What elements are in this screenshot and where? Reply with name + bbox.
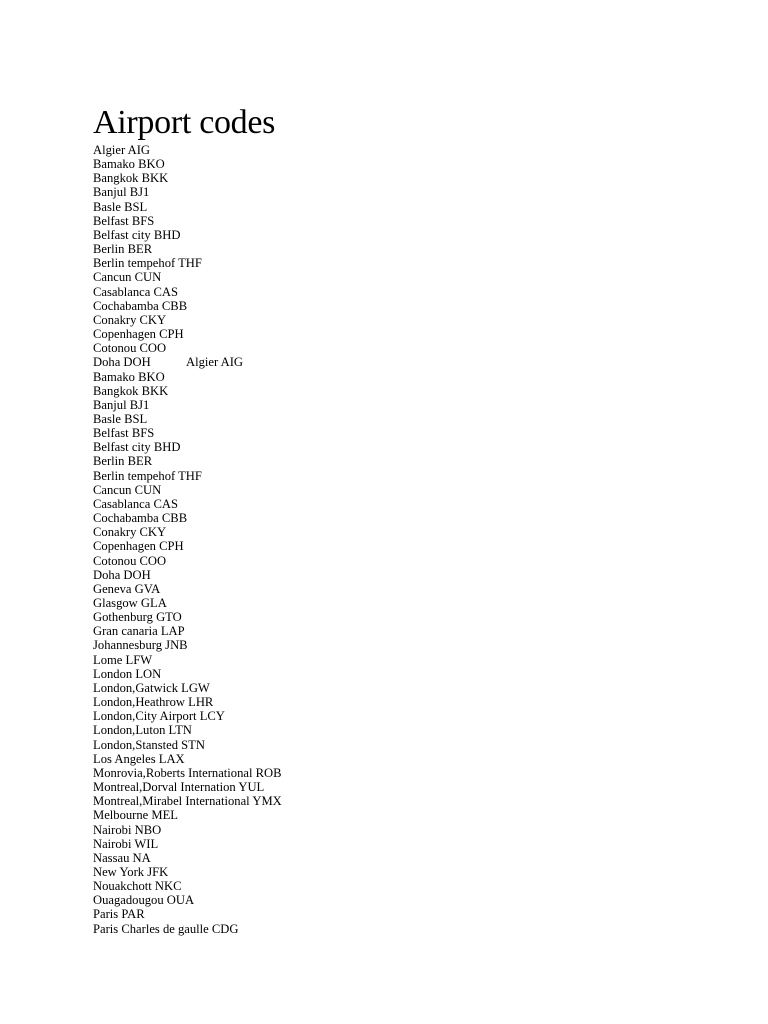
page-title: Airport codes — [93, 104, 276, 141]
list-item: Copenhagen CPH — [93, 539, 184, 554]
list-item: Copenhagen CPH — [93, 327, 184, 342]
list-item: Los Angeles LAX — [93, 751, 185, 766]
list-item: Berlin BER — [93, 242, 153, 257]
list-item: London,Luton LTN — [93, 723, 192, 738]
list-item: Cochabamba CBB — [93, 511, 188, 526]
list-item: Nouakchott NKC — [93, 879, 182, 894]
list-item: Casablanca CAS — [93, 284, 178, 299]
list-item: Lome LFW — [93, 652, 153, 667]
list-item: London LON — [93, 666, 162, 681]
list-item: Banjul BJ1 — [93, 185, 150, 200]
list-item: Paris PAR — [93, 907, 145, 922]
list-item: London,City Airport LCY — [93, 709, 225, 724]
list-item: Belfast city BHD — [93, 440, 181, 455]
list-item: Banjul BJ1 — [93, 397, 150, 412]
list-item: London,Heathrow LHR — [93, 695, 214, 710]
list-item: Montreal,Mirabel International YMX — [93, 794, 282, 809]
list-item: Cancun CUN — [93, 482, 162, 497]
list-item: Basle BSL — [93, 411, 148, 426]
list-item: Belfast city BHD — [93, 227, 181, 242]
list-item: Nairobi WIL — [93, 836, 159, 851]
list-item: Basle BSL — [93, 199, 148, 214]
first-column-entries — [93, 143, 733, 355]
list-item: Bamako BKO — [93, 157, 165, 172]
list-item: Bangkok BKK — [93, 171, 169, 186]
list-item: New York JFK — [93, 864, 169, 879]
list-item: Cochabamba CBB — [93, 298, 188, 313]
airport-code-list — [93, 143, 733, 936]
list-item: Melbourne MEL — [93, 808, 178, 823]
list-item: Monrovia,Roberts International ROB — [93, 765, 282, 780]
list-item: Berlin BER — [93, 454, 153, 469]
list-item: Bangkok BKK — [93, 383, 169, 398]
list-item: Berlin tempehof THF — [93, 256, 202, 271]
joined-line — [93, 355, 733, 369]
list-item: Ouagadougou OUA — [93, 893, 195, 908]
list-item: Belfast BFS — [93, 213, 155, 228]
list-item: Casablanca CAS — [93, 496, 178, 511]
list-item: Algier AIG — [93, 143, 151, 157]
second-list-entries — [93, 370, 733, 936]
list-item: Gothenburg GTO — [93, 610, 182, 625]
list-item: Cotonou COO — [93, 341, 167, 356]
list-item: Geneva GVA — [93, 581, 161, 596]
list-item: Bamako BKO — [93, 369, 165, 384]
list-item: London,Gatwick LGW — [93, 680, 210, 695]
list-item: Cancun CUN — [93, 270, 162, 285]
list-item: Gran canaria LAP — [93, 624, 185, 639]
list-item: Conakry CKY — [93, 312, 167, 327]
list-item: Conakry CKY — [93, 525, 167, 540]
list-item: Nairobi NBO — [93, 822, 162, 837]
list-item: Cotonou COO — [93, 553, 167, 568]
list-item: Doha DOH — [93, 567, 151, 582]
list-item: London,Stansted STN — [93, 737, 205, 752]
list-item: Glasgow GLA — [93, 596, 167, 610]
list-item: Paris Charles de gaulle CDG — [93, 921, 239, 936]
list-item: Berlin tempehof THF — [93, 468, 202, 483]
list-item: Montreal,Dorval Internation YUL — [93, 780, 265, 795]
document-page — [93, 103, 733, 936]
list-item: Belfast BFS — [93, 426, 155, 441]
list-item: Johannesburg JNB — [93, 638, 188, 653]
list-item: Algier AIG — [186, 355, 244, 370]
list-item: Doha DOH — [93, 355, 151, 370]
list-item: Nassau NA — [93, 850, 151, 865]
